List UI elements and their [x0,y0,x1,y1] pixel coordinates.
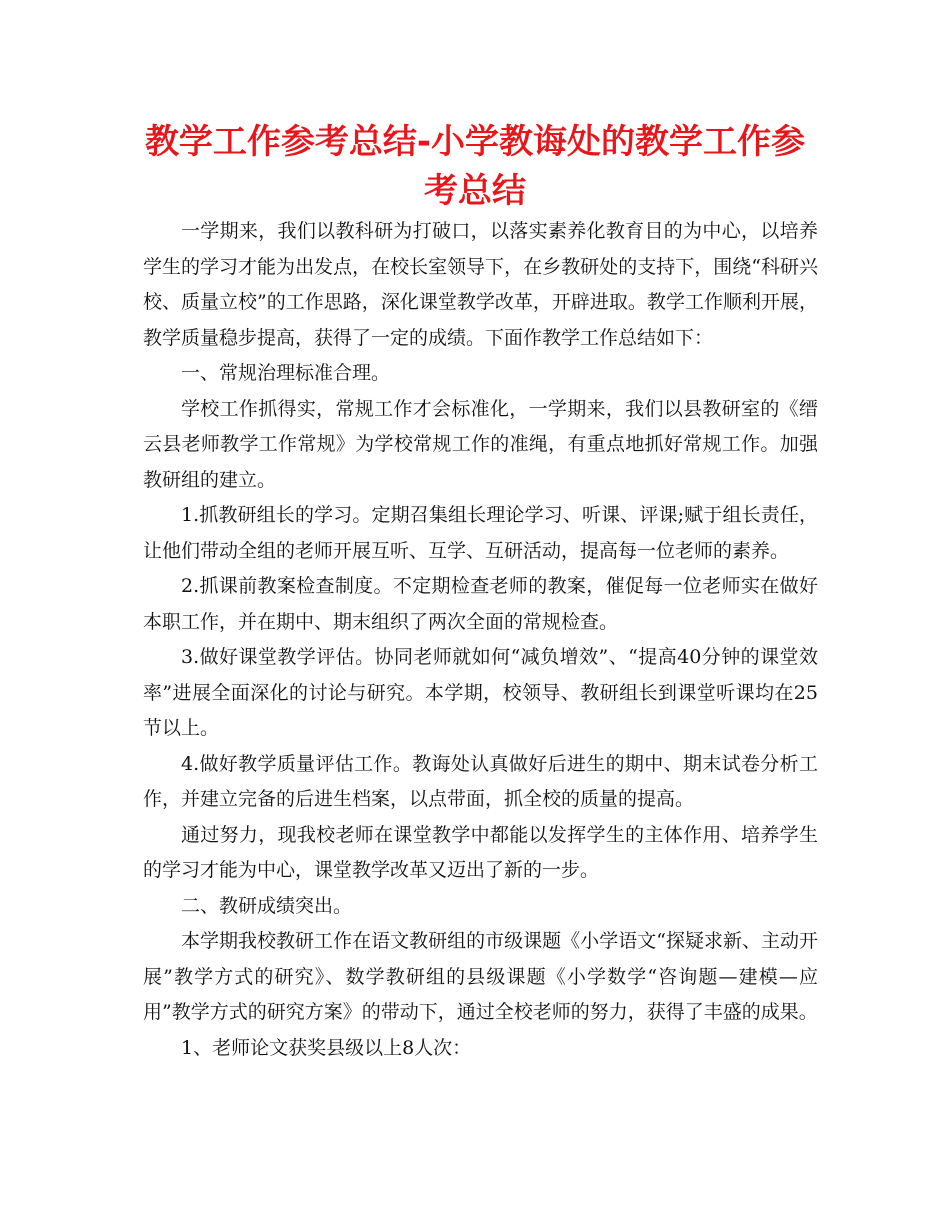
section-heading-2: 二、教研成绩突出。 [181,894,353,917]
paragraph-routine: 学校工作抓得实，常规工作才会标准化，一学期来，我们以县教研室的《缙云县老师教学工作常规》为学校常规工作的准绳，有重点地抓好常规工作。加强教研组的建立。 [143,397,818,491]
list-item-2: 2.抓课前教案检查制度。不定期检查老师的教案，催促每一位老师实在做好本职工作，并在期中、期末组织了两次全面的常规检查。 [143,575,818,633]
section-heading-1: 一、常规治理标准合理。 [181,362,391,384]
list-item-awards: 1、老师论文获奖县级以上8人次： [181,1036,472,1059]
paragraph-intro: 一学期来，我们以教科研为打破口，以落实素养化教育目的为中心，以培养学生的学习才能为出发点，在校长室领导下，在乡教研处的支持下，围绕“科研兴校、质量立校”的工作思路，深化课堂教学改革，开辟进取。教学工作顺利开展，教学质量稳步提高，获得了一定的成绩。下面作教学工作总结如下： [143,220,818,349]
list-item-3: 3.做好课堂教学评估。协同老师就如何“减负增效”、“提高40分钟的课堂效率”进展全面深化的讨论与研究。本学期，校领导、教研组长到课堂听课均在25节以上。 [143,646,818,739]
list-item-4: 4.做好教学质量评估工作。教诲处认真做好后进生的期中、期末试卷分析工作，并建立完备的后进生档案，以点带面，抓全校的质量的提高。 [143,752,818,810]
document-body [143,214,818,1066]
document-title: 教学工作参考总结-小学教诲处的教学工作参考总结 [144,122,806,211]
list-item-1: 1.抓教研组长的学习。定期召集组长理论学习、听课、评课;赋于组长责任，让他们带动全组的老师开展互听、互学、互研活动，提高每一位老师的素养。 [143,504,818,562]
paragraph-research: 本学期我校教研工作在语文教研组的市级课题《小学语文“探疑求新、主动开展”教学方式的研究》、数学教研组的县级课题《小学数学“咨询题—建模—应用”教学方式的研究方案》的带动下，通过全校老师的努力，获得了丰盛的成果。 [143,930,818,1023]
paragraph-result: 通过努力，现我校老师在课堂教学中都能以发挥学生的主体作用、培养学生的学习才能为中心，课堂教学改革又迈出了新的一步。 [143,823,818,881]
